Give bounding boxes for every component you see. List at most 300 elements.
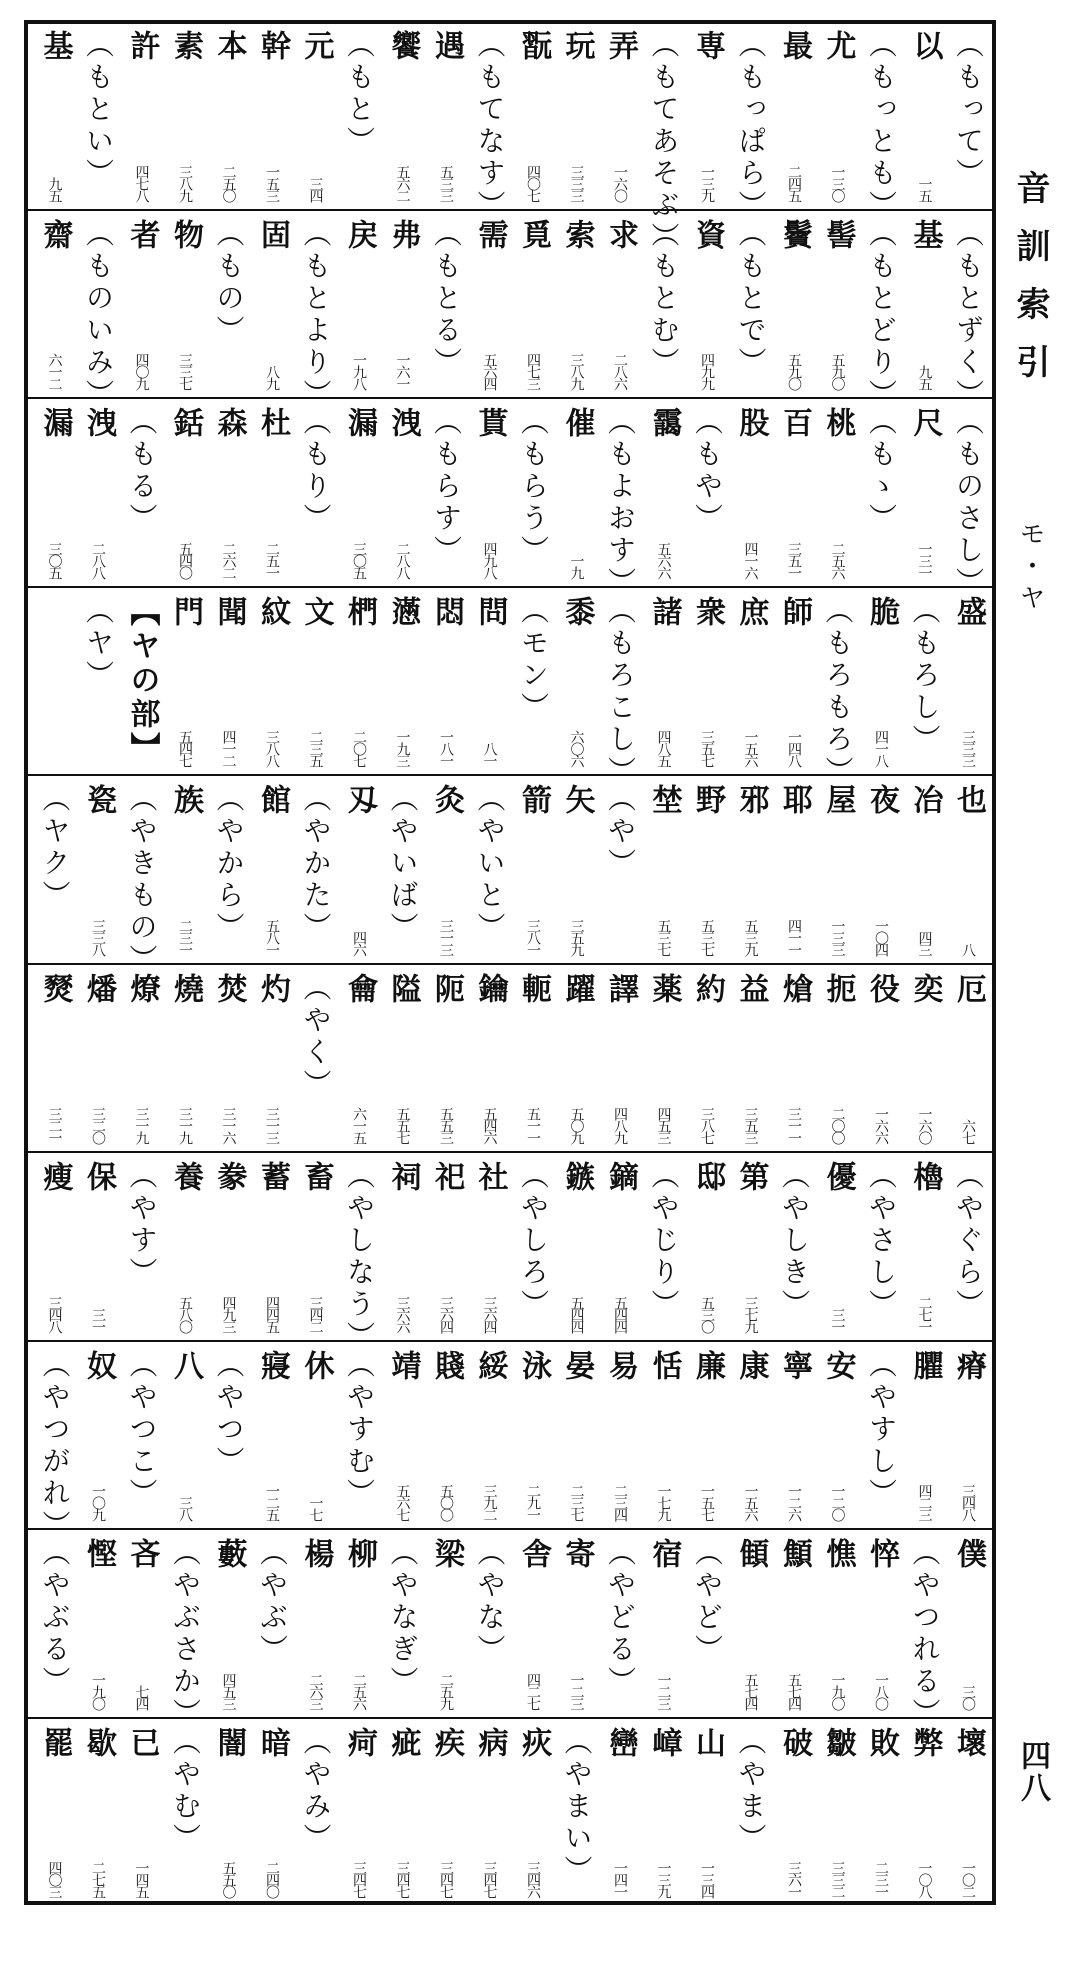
page-ref: 六七 xyxy=(960,1119,976,1143)
page-ref: 二五六 xyxy=(829,541,846,578)
entry-text: （ものいみ） xyxy=(82,218,115,411)
reading-entry xyxy=(160,1727,210,1898)
band-divider xyxy=(24,397,996,399)
entry-text: 躍 xyxy=(559,972,595,1007)
entry-text: 安 xyxy=(820,1349,856,1384)
page-ref: 四〇七 xyxy=(525,164,541,201)
entry-text: 寧 xyxy=(777,1349,812,1384)
entry-text: 杜 xyxy=(255,407,290,441)
page-ref: 一五六 xyxy=(742,730,759,766)
entry-text: 邸 xyxy=(690,1161,725,1195)
page-ref: 三六六 xyxy=(394,1295,411,1332)
entry-text: （もり） xyxy=(299,407,333,535)
entry-text: 瓷 xyxy=(81,784,116,818)
kanji-entry xyxy=(73,973,123,1144)
entry-text: 廉 xyxy=(690,1349,725,1384)
entry-text: （もとで） xyxy=(734,218,768,379)
page-ref: 一三九 xyxy=(699,164,715,201)
kanji-entry xyxy=(291,30,341,201)
entry-text: 漏 xyxy=(342,407,377,441)
kanji-entry xyxy=(769,973,819,1144)
page-ref: 五四四 xyxy=(612,1295,628,1332)
page-ref: 一九三 xyxy=(394,730,411,766)
kanji-entry xyxy=(726,1161,776,1332)
reading-entry xyxy=(291,1727,341,1898)
reading-entry xyxy=(856,30,906,222)
kanji-entry xyxy=(900,1161,950,1332)
page-ref: 二三四 xyxy=(612,1484,628,1520)
kanji-entry xyxy=(30,1727,80,1898)
page-ref: 一〇四 xyxy=(873,918,889,955)
reading-entry xyxy=(900,596,950,767)
page-ref: 五八一 xyxy=(264,918,280,955)
entry-text: 洩 xyxy=(81,407,116,441)
entry-text: （もよおす） xyxy=(604,407,637,599)
kanji-entry xyxy=(856,973,906,1144)
page-ref: 七四 xyxy=(133,1684,150,1709)
kanji-entry xyxy=(378,219,428,390)
entry-text: 冶 xyxy=(907,784,943,818)
kanji-entry xyxy=(204,1538,254,1709)
entry-text: 保 xyxy=(81,1161,116,1195)
page-ref: 一九八 xyxy=(351,353,367,389)
reading-entry xyxy=(508,407,558,578)
page-ref: 一三三 xyxy=(829,918,846,955)
page-ref: 五五七 xyxy=(394,1107,411,1143)
kanji-entry xyxy=(247,30,297,201)
page-ref: 二九一 xyxy=(525,1484,541,1520)
entry-text: 疵 xyxy=(385,1726,421,1761)
entry-text: （やぶさか） xyxy=(169,1538,202,1730)
entry-text: 恬 xyxy=(646,1349,682,1384)
page-ref: 三一一 xyxy=(786,1107,802,1143)
page-ref: 三二〇 xyxy=(90,1107,106,1143)
entry-text: 股 xyxy=(733,407,769,441)
entry-text: 尤 xyxy=(820,30,856,64)
kanji-entry xyxy=(334,219,384,390)
reading-entry xyxy=(334,1350,384,1521)
kanji-entry xyxy=(900,30,950,201)
reading-entry xyxy=(856,218,906,411)
kanji-entry xyxy=(465,973,515,1144)
page-ref: 八 xyxy=(960,942,976,955)
entry-text: 饗 xyxy=(385,30,421,64)
entry-text: 寢 xyxy=(255,1349,290,1384)
entry-text: 鏃 xyxy=(559,1161,595,1195)
entry-text: 扼 xyxy=(820,972,856,1007)
kanji-entry xyxy=(291,1350,341,1521)
page-ref: 三八一 xyxy=(525,918,541,955)
band-divider xyxy=(24,963,996,965)
entry-text: 厄 xyxy=(951,972,986,1007)
entry-text: （もる） xyxy=(125,407,159,535)
entry-text: 靄 xyxy=(646,407,682,441)
band-divider xyxy=(24,586,996,588)
page-ref: 二七五 xyxy=(90,1861,106,1897)
kanji-entry xyxy=(639,596,689,767)
kanji-entry xyxy=(595,219,645,390)
page-ref: 四五三 xyxy=(220,1672,237,1709)
reading-entry xyxy=(726,30,776,222)
kanji-entry xyxy=(334,1538,384,1709)
entry-text: 固 xyxy=(255,218,290,253)
entry-text: 山 xyxy=(690,1726,725,1761)
kanji-entry xyxy=(813,973,863,1144)
reading-entry xyxy=(117,1161,167,1332)
kanji-entry xyxy=(900,407,950,578)
page-ref: 一五六 xyxy=(742,1484,759,1520)
entry-text: 族 xyxy=(168,784,203,818)
entry-text: 易 xyxy=(603,1349,638,1384)
page-ref: 三六一 xyxy=(786,1861,802,1897)
kanji-entry xyxy=(204,1161,254,1332)
entry-text: 本 xyxy=(211,30,247,64)
kanji-entry xyxy=(813,1727,863,1898)
kanji-entry xyxy=(378,1727,428,1898)
entry-text: 鏑 xyxy=(603,1161,638,1195)
reading-entry xyxy=(943,218,993,411)
page-ref: 一二五 xyxy=(264,1484,280,1520)
kanji-entry xyxy=(73,1727,123,1898)
entry-text: 元 xyxy=(298,30,334,64)
entry-text: （や） xyxy=(604,784,637,880)
entry-text: （ヤク） xyxy=(38,784,72,912)
page-ref: 二七一 xyxy=(916,1295,933,1332)
kanji-entry xyxy=(595,1727,645,1898)
entry-text: （もとる） xyxy=(430,218,463,379)
reading-entry xyxy=(30,784,80,955)
page-ref: 三〇 xyxy=(960,1684,976,1709)
kanji-entry xyxy=(813,1538,863,1709)
page-ref: 一二六 xyxy=(786,1484,802,1520)
kanji-entry xyxy=(508,973,558,1144)
page-ref: 四一六 xyxy=(742,541,759,578)
page-ref: 二三一 xyxy=(177,918,193,955)
entry-text: 耶 xyxy=(777,784,812,818)
kanji-entry xyxy=(639,973,689,1144)
entry-text: 阨 xyxy=(429,972,464,1007)
page-ref: 一二三 xyxy=(655,1672,672,1709)
page-ref: 一四八 xyxy=(786,730,802,766)
kanji-entry xyxy=(552,219,602,390)
kanji-entry xyxy=(639,1350,689,1521)
entry-text: 譯 xyxy=(603,972,638,1007)
entry-text: 屋 xyxy=(820,784,856,818)
page-ref: 四〇九 xyxy=(133,353,150,389)
reading-entry xyxy=(856,1350,906,1521)
page-ref: 二八六 xyxy=(612,353,628,389)
page-ref: 三一 xyxy=(90,1307,106,1332)
reading-entry xyxy=(378,784,428,955)
entry-text: 舎 xyxy=(516,1538,551,1572)
kanji-entry xyxy=(508,1350,558,1521)
page-ref: 四七三 xyxy=(525,353,541,389)
page-ref: 二五〇 xyxy=(220,164,237,201)
entry-text: （もらす） xyxy=(430,407,463,567)
kanji-entry xyxy=(639,407,689,578)
kanji-entry xyxy=(30,407,80,578)
kanji-entry xyxy=(378,407,428,578)
entry-text: （やどる） xyxy=(604,1538,637,1698)
page-ref: 一七 xyxy=(307,1496,324,1520)
entry-text: 泳 xyxy=(516,1349,551,1384)
kanji-entry xyxy=(465,596,515,767)
entry-text: 嶂 xyxy=(646,1726,682,1761)
band-divider xyxy=(24,209,996,211)
entry-text: （やつれる） xyxy=(908,1538,942,1730)
kanji-entry xyxy=(30,973,80,1144)
entry-text: 門 xyxy=(168,595,203,630)
kanji-entry xyxy=(508,219,558,390)
entry-text: 求 xyxy=(603,218,638,253)
kanji-entry xyxy=(726,1350,776,1521)
page-ref: 二五一 xyxy=(264,541,280,578)
page-ref: 三三三 xyxy=(960,730,976,766)
entry-text: 幹 xyxy=(255,30,290,64)
entry-text: 役 xyxy=(864,972,899,1007)
entry-text: 梁 xyxy=(429,1538,464,1572)
kanji-entry xyxy=(160,784,210,955)
kanji-entry xyxy=(421,784,471,955)
entry-text: 鬢 xyxy=(777,218,812,253)
kanji-entry xyxy=(204,596,254,767)
entry-text: 病 xyxy=(472,1726,508,1761)
page-ref: 三一六 xyxy=(220,1107,237,1143)
entry-text: （もとどり） xyxy=(865,218,898,411)
page-ref: 三三二 xyxy=(829,1861,846,1897)
kanji-entry xyxy=(682,596,732,767)
entry-text: （もって） xyxy=(952,30,985,190)
kanji-entry xyxy=(465,219,515,390)
kanji-entry xyxy=(900,784,950,955)
kanji-entry xyxy=(160,407,210,578)
entry-text: 諸 xyxy=(646,595,682,630)
reading-entry xyxy=(378,1538,428,1709)
entry-text: 藪 xyxy=(211,1538,247,1572)
kanji-entry xyxy=(160,596,210,767)
entry-text: 百 xyxy=(777,407,812,441)
entry-text: （やま） xyxy=(734,1726,768,1855)
page-ref: 六一二 xyxy=(46,353,63,389)
reading-entry xyxy=(856,1161,906,1332)
page-ref: 八一 xyxy=(481,742,498,766)
page-ref: 一七九 xyxy=(655,1484,672,1520)
entry-text: 康 xyxy=(733,1349,769,1384)
page-ref: 五六二 xyxy=(394,164,411,201)
kanji-entry xyxy=(595,973,645,1144)
page-ref: 五三七 xyxy=(699,918,715,955)
reading-entry xyxy=(291,784,341,955)
kanji-entry xyxy=(247,973,297,1144)
page-ref: 三五三 xyxy=(742,1107,759,1143)
reading-entry xyxy=(508,1161,558,1332)
entry-text: 焚 xyxy=(211,972,247,1007)
entry-text: 銛 xyxy=(168,407,203,441)
entry-text: 者 xyxy=(124,218,160,253)
kanji-entry xyxy=(508,30,558,201)
entry-text: （やぐら） xyxy=(952,1161,985,1321)
kanji-entry xyxy=(421,1538,471,1709)
entry-text: （もの） xyxy=(212,218,246,347)
entry-text: （もや） xyxy=(691,407,724,535)
kanji-entry xyxy=(552,973,602,1144)
page-ref: 五六四 xyxy=(481,353,498,389)
page-ref: 五三〇 xyxy=(699,1295,715,1332)
kanji-entry xyxy=(73,1161,123,1332)
entry-text: 脆 xyxy=(864,595,899,630)
index-title: 音訓索引 xyxy=(1010,170,1050,402)
kanji-entry xyxy=(378,30,428,201)
entry-text: 椚 xyxy=(342,595,377,630)
page-ref: 一九〇 xyxy=(90,1672,106,1709)
kanji-entry xyxy=(682,219,732,390)
page-ref: 一三四 xyxy=(699,1861,715,1897)
kanji-entry xyxy=(73,1350,123,1521)
band-divider xyxy=(24,1717,996,1719)
reading-entry xyxy=(813,595,863,788)
kanji-entry xyxy=(334,596,384,767)
kanji-entry xyxy=(769,30,819,201)
page-ref: 六〇六 xyxy=(568,730,585,766)
reading-entry xyxy=(465,30,515,222)
entry-text: 龠 xyxy=(342,972,377,1007)
kanji-entry xyxy=(682,1727,732,1898)
entry-text: 熗 xyxy=(777,972,812,1007)
reading-entry xyxy=(291,973,341,1144)
page-ref: 二四〇 xyxy=(264,1861,280,1897)
kanji-entry xyxy=(160,973,210,1144)
page-ref: 一〇二 xyxy=(960,1861,976,1897)
entry-text: 燒 xyxy=(168,972,203,1007)
reading-entry xyxy=(247,1538,297,1709)
kanji-entry xyxy=(204,1727,254,1898)
kanji-entry xyxy=(291,1538,341,1709)
page-ref: 五五〇 xyxy=(220,1861,237,1897)
kanji-entry xyxy=(900,1350,950,1521)
entry-text: 綏 xyxy=(472,1349,508,1384)
entry-text: 顦 xyxy=(777,1538,812,1572)
entry-text: 燹 xyxy=(37,972,73,1007)
kanji-entry xyxy=(682,784,732,955)
kanji-entry xyxy=(247,219,297,390)
reading-entry xyxy=(943,30,993,201)
entry-text: 灼 xyxy=(255,972,290,1007)
entry-text: 社 xyxy=(472,1161,508,1195)
page-ref: 二三一 xyxy=(873,1861,889,1897)
entry-text: （やきもの） xyxy=(125,784,159,976)
page-ref: 三三七 xyxy=(177,353,193,389)
entry-text: 玩 xyxy=(559,30,595,64)
entry-text: 櫓 xyxy=(907,1161,943,1195)
page-ref: 三四八 xyxy=(46,1295,63,1332)
kanji-entry xyxy=(508,1538,558,1709)
reading-entry xyxy=(856,407,906,578)
page-ref: 二八八 xyxy=(394,541,411,578)
kanji-entry xyxy=(552,596,602,767)
kanji-entry xyxy=(117,1538,167,1709)
entry-text: 瘦 xyxy=(37,1161,73,1195)
entry-text: （やかた） xyxy=(299,784,333,944)
kanji-entry xyxy=(160,1350,210,1521)
entry-text: （もろこし） xyxy=(604,595,637,788)
kanji-entry xyxy=(943,784,993,955)
entry-text: 薬 xyxy=(646,972,682,1007)
entry-text: 戻 xyxy=(342,218,377,253)
page-ref: 三八八 xyxy=(264,730,280,766)
page-ref: 五八〇 xyxy=(177,1295,193,1332)
page-ref: 三三三 xyxy=(568,164,585,201)
kanji-entry xyxy=(117,973,167,1144)
reading-entry xyxy=(73,30,123,201)
kanji-entry xyxy=(552,1161,602,1332)
kanji-entry xyxy=(595,1161,645,1332)
entry-text: 邪 xyxy=(733,784,769,818)
kanji-entry xyxy=(552,30,602,201)
entry-text: （やぶ） xyxy=(256,1538,289,1666)
kanji-entry xyxy=(856,596,906,767)
page-ref: 四三 xyxy=(916,930,933,955)
reading-entry xyxy=(943,1161,993,1332)
kanji-entry xyxy=(726,407,776,578)
kanji-entry xyxy=(639,784,689,955)
entry-text: （やすむ） xyxy=(343,1349,376,1510)
kanji-entry xyxy=(769,784,819,955)
entry-text: 物 xyxy=(168,218,203,253)
page-ref: 五〇九 xyxy=(568,1107,585,1143)
kanji-entry xyxy=(465,1161,515,1332)
page-ref: 三一三 xyxy=(438,918,454,955)
page-ref: 五四七 xyxy=(177,730,193,766)
reading-entry xyxy=(595,1538,645,1709)
kanji-entry xyxy=(813,219,863,390)
page-ref: 三三八 xyxy=(90,918,106,955)
kanji-entry xyxy=(552,1538,602,1709)
entry-text: （もゝ） xyxy=(865,407,898,535)
entry-text: 僕 xyxy=(951,1538,986,1572)
kanji-entry xyxy=(291,596,341,767)
entry-text: 尺 xyxy=(907,407,943,441)
page-ref: 四四五 xyxy=(264,1295,280,1332)
entry-text: 賤 xyxy=(429,1349,464,1384)
kanji-entry xyxy=(943,596,993,767)
entry-text: 矢 xyxy=(559,784,595,818)
kanji-entry xyxy=(943,973,993,1144)
page-ref: 三一三 xyxy=(264,1107,280,1143)
reading-entry xyxy=(639,30,689,254)
kanji-entry xyxy=(552,1350,602,1521)
kanji-entry xyxy=(30,219,80,390)
page-ref: 三一九 xyxy=(133,1107,150,1143)
page-ref: 三五七 xyxy=(699,730,715,766)
page-ref: 五五三 xyxy=(438,1107,454,1143)
reading-entry xyxy=(726,219,776,390)
entry-text: 罷 xyxy=(37,1726,73,1761)
entry-text: 約 xyxy=(690,972,725,1007)
page-ref: 一八一 xyxy=(438,730,454,766)
page-ref: 三六四 xyxy=(481,1295,498,1332)
page-ref: 二六三 xyxy=(307,1672,324,1709)
page-ref: 一六一 xyxy=(394,353,411,389)
kanji-entry xyxy=(465,407,515,578)
entry-text: 慳 xyxy=(81,1538,116,1572)
entry-text: 箭 xyxy=(516,784,551,818)
page-ref: 三四 xyxy=(307,176,324,201)
entry-text: （やさし） xyxy=(865,1161,898,1321)
kanji-entry xyxy=(378,973,428,1144)
entry-text: 文 xyxy=(298,595,334,630)
page-ref: 五三三 xyxy=(438,164,454,201)
entry-text: 灸 xyxy=(429,784,464,818)
